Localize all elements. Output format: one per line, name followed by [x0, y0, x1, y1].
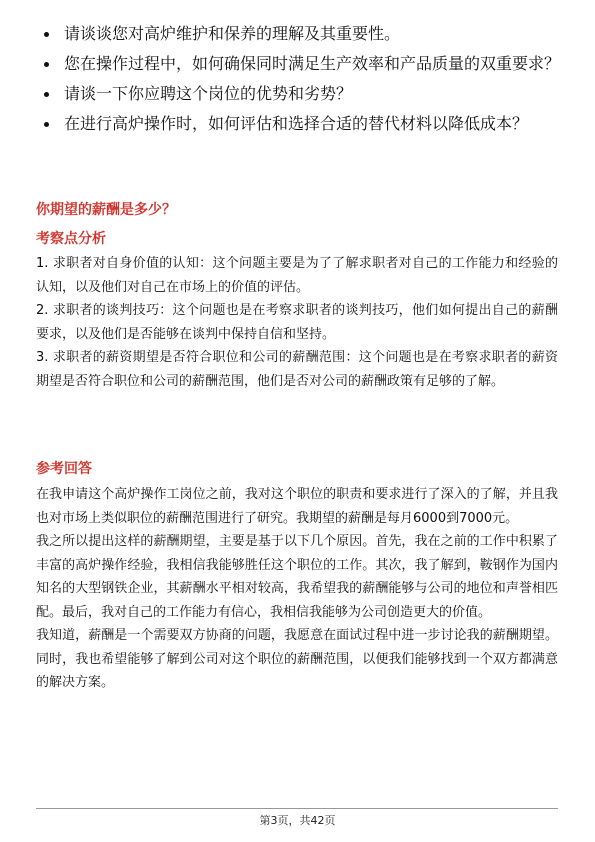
analysis-point: 1. 求职者对自身价值的认知：这个问题主要是为了了解求职者对自己的工作能力和经验的认知，以及他们对自己在市场上的价值的评估。: [36, 256, 558, 295]
bullet-text: 在进行高炉操作时，如何评估和选择合适的替代材料以降低成本？: [64, 114, 529, 133]
bullet-text: 请谈一下你应聘这个岗位的优势和劣势？: [64, 84, 353, 103]
answer-paragraph: 我之所以提出这样的薪酬期望，主要是基于以下几个原因。首先，我在之前的工作中积累了丰富的高炉操作经验，我相信我能够胜任这个职位的工作。其次，我了解到，鞍钢作为国内知名的大型钢铁企业，其薪酬水平相对较高，我希望我的薪酬能够与公司的地位和声誉相匹配。最后，我对自己的工作能力有信心，我相信我能够为公司创造更大的价值。: [36, 534, 558, 620]
answer-paragraph: 在我申请这个高炉操作工岗位之前，我对这个职位的职责和要求进行了深入的了解，并且我也对市场上类似职位的薪酬范围进行了研究。我期望的薪酬是每月6000到7000元。: [36, 487, 558, 526]
answer-heading: 参考回答: [36, 461, 92, 477]
bullet-item: [40, 82, 560, 106]
analysis-point: 3. 求职者的薪资期望是否符合职位和公司的薪酬范围：这个问题也是在考察求职者的薪资期望是否符合职位和公司的薪酬范围，他们是否对公司的薪酬政策有足够的了解。: [36, 350, 558, 389]
answer-paragraph: 我知道，薪酬是一个需要双方协商的问题，我愿意在面试过程中进一步讨论我的薪酬期望。同时，我也希望能够了解到公司对这个职位的薪酬范围，以便我们能够找到一个双方都满意的解决方案。: [36, 628, 558, 690]
bullet-dot-icon: [44, 122, 49, 127]
footer-divider: [36, 808, 558, 809]
question-bullet-list: [40, 22, 560, 142]
bullet-item: [40, 52, 560, 76]
question-heading: 你期望的薪酬是多少？: [36, 202, 176, 218]
bullet-dot-icon: [44, 32, 49, 37]
bullet-text: 请谈谈您对高炉维护和保养的理解及其重要性。: [64, 24, 401, 43]
analysis-point: 2. 求职者的谈判技巧：这个问题也是在考察求职者的谈判技巧，他们如何提出自己的薪酬要求，以及他们是否能够在谈判中保持自信和坚持。: [36, 303, 558, 342]
analysis-points: [36, 252, 558, 393]
bullet-item: [40, 112, 560, 136]
bullet-dot-icon: [44, 92, 49, 97]
bullet-text: 您在操作过程中，如何确保同时满足生产效率和产品质量的双重要求？: [64, 54, 561, 73]
page-number: 第3页，共42页: [259, 814, 336, 827]
bullet-item: [40, 22, 560, 46]
analysis-heading: 考察点分析: [36, 231, 106, 247]
bullet-dot-icon: [44, 62, 49, 67]
answer-paragraphs: [36, 483, 558, 695]
